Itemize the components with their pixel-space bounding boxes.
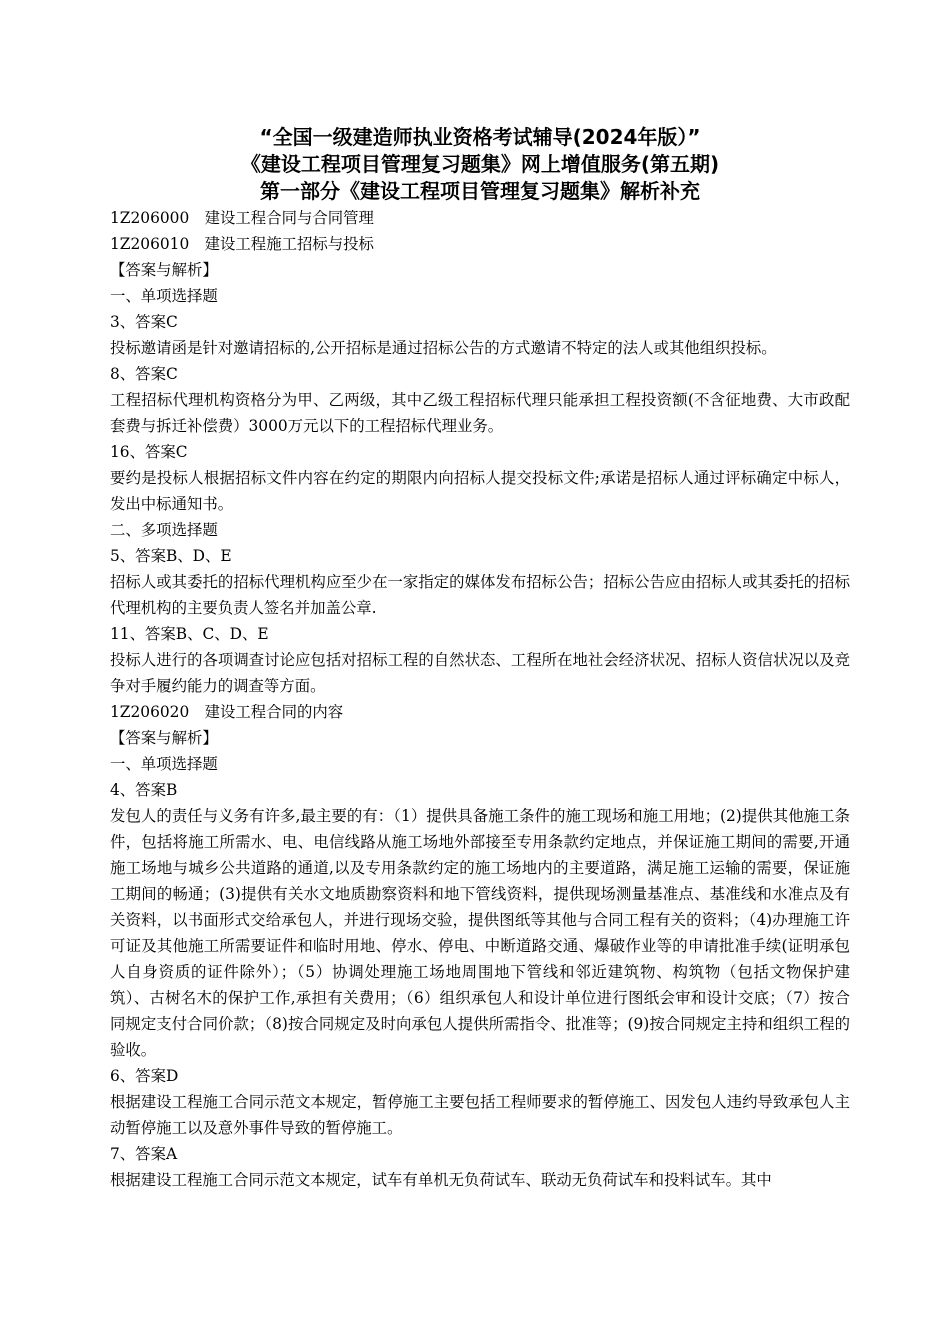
explanation-paragraph: 投标邀请函是针对邀请招标的,公开招标是通过招标公告的方式邀请不特定的法人或其他组织投标。 bbox=[110, 339, 777, 357]
answer-label: 11、答案B、C、D、E bbox=[110, 625, 269, 643]
explanation-paragraph: 根据建设工程施工合同示范文本规定，暂停施工主要包括工程师要求的暂停施工、因发包人违约导致承包人主动暂停施工以及意外事件导致的暂停施工。 bbox=[110, 1093, 850, 1137]
answer-label: 8、答案C bbox=[110, 365, 178, 383]
answer-label: 4、答案B bbox=[110, 781, 178, 799]
answer-label: 6、答案D bbox=[110, 1067, 179, 1085]
document-title-line-3: 第一部分《建设工程项目管理复习题集》解析补充 bbox=[260, 179, 700, 203]
answer-label: 5、答案B、D、E bbox=[110, 547, 232, 565]
answer-analysis-heading: 【答案与解析】 bbox=[110, 729, 218, 747]
explanation-paragraph: 投标人进行的各项调查讨论应包括对招标工程的自然状态、工程所在地社会经济状况、招标人资信状况以及竞争对手履约能力的调查等方面。 bbox=[110, 651, 850, 695]
subsection-heading: 1Z206010 建设工程施工招标与投标 bbox=[110, 235, 374, 253]
question-type-heading: 二、多项选择题 bbox=[110, 521, 218, 539]
section-heading: 1Z206000 建设工程合同与合同管理 bbox=[110, 209, 374, 227]
answer-label: 7、答案A bbox=[110, 1145, 178, 1163]
document-title-line-1: “全国一级建造师执业资格考试辅导(2024年版）” bbox=[259, 125, 701, 149]
explanation-paragraph: 招标人或其委托的招标代理机构应至少在一家指定的媒体发布招标公告；招标公告应由招标人或其委托的招标代理机构的主要负责人签名并加盖公章. bbox=[110, 573, 850, 617]
document-title-line-2: 《建设工程项目管理复习题集》网上增值服务(第五期) bbox=[240, 152, 720, 176]
explanation-paragraph: 要约是投标人根据招标文件内容在约定的期限内向招标人提交投标文件;承诺是招标人通过评标确定中标人，发出中标通知书。 bbox=[110, 469, 850, 513]
answer-label: 16、答案C bbox=[110, 443, 188, 461]
document-body bbox=[110, 205, 850, 1193]
subsection-heading: 1Z206020 建设工程合同的内容 bbox=[110, 703, 344, 721]
question-type-heading: 一、单项选择题 bbox=[110, 287, 218, 305]
answer-label: 3、答案C bbox=[110, 313, 178, 331]
explanation-paragraph: 工程招标代理机构资格分为甲、乙两级，其中乙级工程招标代理只能承担工程投资额(不含征地费、大市政配套费与拆迁补偿费）3000万元以下的工程招标代理业务。 bbox=[110, 391, 850, 435]
explanation-paragraph: 根据建设工程施工合同示范文本规定，试车有单机无负荷试车、联动无负荷试车和投料试车。其中 bbox=[110, 1171, 772, 1189]
question-type-heading: 一、单项选择题 bbox=[110, 755, 218, 773]
answer-analysis-heading: 【答案与解析】 bbox=[110, 261, 218, 279]
explanation-paragraph: 发包人的责任与义务有许多,最主要的有：（1）提供具备施工条件的施工现场和施工用地；(2)提供其他施工条件，包括将施工所需水、电、电信线路从施工场地外部接至专用条款约定地点，并保证施工期间的需要,开通施工场地与城乡公共道路的通道,以及专用条款约定的施工场地内的主要道路，满足施工运输的需要，保证施工期间的畅通；(3)提供有关水文地质勘察资料和地下管线资料，提供现场测量基准点、基准线和水准点及有关资料，以书面形式交给承包人，并进行现场交验，提供图纸等其他与合同工程有关的资料；（4)办理施工许可证及其他施工所需要证件和临时用地、停水、停电、中断道路交通、爆破作业等的申请批准手续(证明承包人自身资质的证件除外）；（5）协调处理施工场地周围地下管线和邻近建筑物、构筑物（包括文物保护建筑）、古树名木的保护工作,承担有关费用；（6）组织承包人和设计单位进行图纸会审和设计交底；（7）按合同规定支付合同价款；（8)按合同规定及时向承包人提供所需指令、批准等；(9)按合同规定主持和组织工程的验收。 bbox=[110, 807, 850, 1059]
